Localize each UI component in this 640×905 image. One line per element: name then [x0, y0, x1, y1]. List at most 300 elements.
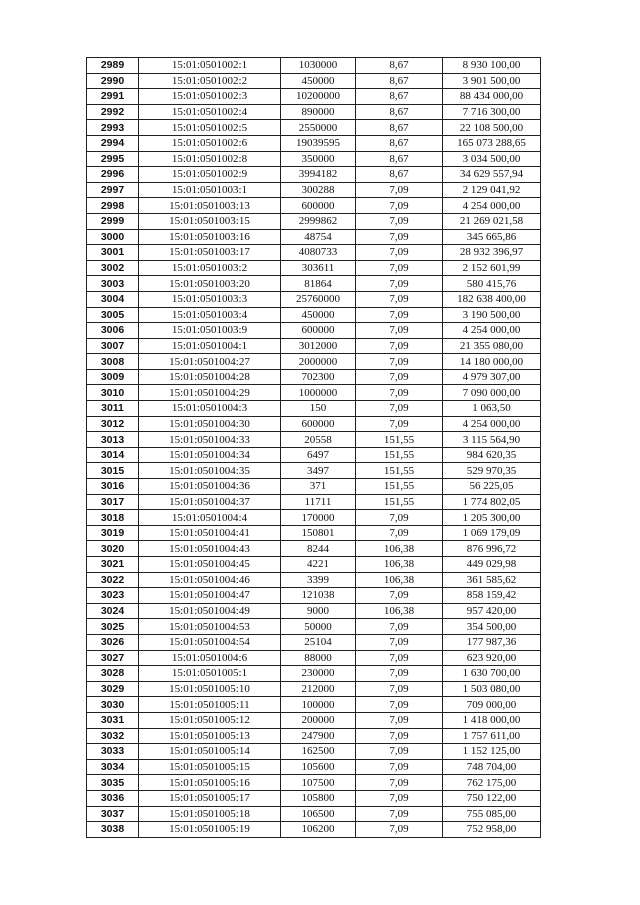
- cadastral-number-cell: 15:01:0501005:19: [139, 822, 281, 838]
- cadastral-number-cell: 15:01:0501002:2: [139, 73, 281, 89]
- area-cell: 247900: [281, 728, 356, 744]
- area-cell: 2550000: [281, 120, 356, 136]
- area-cell: 600000: [281, 198, 356, 214]
- cadastral-value-cell: 14 180 000,00: [443, 354, 541, 370]
- row-number-cell: 3026: [87, 634, 139, 650]
- rate-cell: 8,67: [356, 167, 443, 183]
- table-row: [87, 541, 541, 557]
- cadastral-value-cell: 4 254 000,00: [443, 198, 541, 214]
- cadastral-value-cell: 449 029,98: [443, 557, 541, 573]
- row-number-cell: 2998: [87, 198, 139, 214]
- table-row: [87, 276, 541, 292]
- cadastral-value-cell: 2 129 041,92: [443, 182, 541, 198]
- row-number-cell: 3016: [87, 479, 139, 495]
- area-cell: 450000: [281, 73, 356, 89]
- area-cell: 9000: [281, 603, 356, 619]
- cadastral-number-cell: 15:01:0501002:6: [139, 135, 281, 151]
- table-row: [87, 120, 541, 136]
- row-number-cell: 3037: [87, 806, 139, 822]
- area-cell: 3994182: [281, 167, 356, 183]
- cadastral-number-cell: 15:01:0501004:41: [139, 525, 281, 541]
- cadastral-value-cell: 3 034 500,00: [443, 151, 541, 167]
- area-cell: 230000: [281, 666, 356, 682]
- cadastral-number-cell: 15:01:0501004:34: [139, 447, 281, 463]
- row-number-cell: 3008: [87, 354, 139, 370]
- row-number-cell: 3014: [87, 447, 139, 463]
- area-cell: 2999862: [281, 213, 356, 229]
- area-cell: 106200: [281, 822, 356, 838]
- cadastral-value-cell: 21 269 021,58: [443, 213, 541, 229]
- cadastral-number-cell: 15:01:0501004:33: [139, 432, 281, 448]
- table-row: [87, 135, 541, 151]
- row-number-cell: 2991: [87, 89, 139, 105]
- table-row: [87, 650, 541, 666]
- table-row: [87, 182, 541, 198]
- row-number-cell: 2999: [87, 213, 139, 229]
- area-cell: 100000: [281, 697, 356, 713]
- row-number-cell: 3023: [87, 588, 139, 604]
- row-number-cell: 3032: [87, 728, 139, 744]
- area-cell: 10200000: [281, 89, 356, 105]
- cadastral-value-cell: 8 930 100,00: [443, 58, 541, 74]
- cadastral-number-cell: 15:01:0501004:37: [139, 494, 281, 510]
- table-row: [87, 307, 541, 323]
- cadastral-number-cell: 15:01:0501005:14: [139, 744, 281, 760]
- cadastral-number-cell: 15:01:0501004:45: [139, 557, 281, 573]
- row-number-cell: 3015: [87, 463, 139, 479]
- row-number-cell: 3010: [87, 385, 139, 401]
- rate-cell: 7,09: [356, 198, 443, 214]
- row-number-cell: 2997: [87, 182, 139, 198]
- area-cell: 600000: [281, 323, 356, 339]
- table-row: [87, 588, 541, 604]
- rate-cell: 8,67: [356, 58, 443, 74]
- table-row: [87, 151, 541, 167]
- row-number-cell: 3012: [87, 416, 139, 432]
- row-number-cell: 3002: [87, 260, 139, 276]
- row-number-cell: 3001: [87, 245, 139, 261]
- area-cell: 2000000: [281, 354, 356, 370]
- table-row: [87, 213, 541, 229]
- row-number-cell: 3035: [87, 775, 139, 791]
- rate-cell: 106,38: [356, 603, 443, 619]
- rate-cell: 7,09: [356, 229, 443, 245]
- cadastral-value-cell: 3 901 500,00: [443, 73, 541, 89]
- cadastral-number-cell: 15:01:0501003:4: [139, 307, 281, 323]
- rate-cell: 7,09: [356, 806, 443, 822]
- row-number-cell: 3022: [87, 572, 139, 588]
- cadastral-number-cell: 15:01:0501002:5: [139, 120, 281, 136]
- cadastral-value-cell: 34 629 557,94: [443, 167, 541, 183]
- rate-cell: 106,38: [356, 557, 443, 573]
- table-row: [87, 510, 541, 526]
- cadastral-value-cell: 182 638 400,00: [443, 291, 541, 307]
- table-row: [87, 432, 541, 448]
- rate-cell: 7,09: [356, 588, 443, 604]
- table-row: [87, 58, 541, 74]
- document-page: [86, 57, 541, 838]
- area-cell: 212000: [281, 681, 356, 697]
- area-cell: 107500: [281, 775, 356, 791]
- row-number-cell: 2992: [87, 104, 139, 120]
- cadastral-value-cell: 361 585,62: [443, 572, 541, 588]
- cadastral-number-cell: 15:01:0501005:16: [139, 775, 281, 791]
- cadastral-value-cell: 21 355 080,00: [443, 338, 541, 354]
- area-cell: 6497: [281, 447, 356, 463]
- rate-cell: 7,09: [356, 728, 443, 744]
- area-cell: 20558: [281, 432, 356, 448]
- cadastral-value-cell: 56 225,05: [443, 479, 541, 495]
- cadastral-number-cell: 15:01:0501005:11: [139, 697, 281, 713]
- row-number-cell: 3024: [87, 603, 139, 619]
- area-cell: 3399: [281, 572, 356, 588]
- table-row: [87, 634, 541, 650]
- rate-cell: 151,55: [356, 432, 443, 448]
- cadastral-value-cell: 1 205 300,00: [443, 510, 541, 526]
- cadastral-value-cell: 22 108 500,00: [443, 120, 541, 136]
- rate-cell: 151,55: [356, 447, 443, 463]
- row-number-cell: 3027: [87, 650, 139, 666]
- area-cell: 890000: [281, 104, 356, 120]
- cadastral-value-cell: 354 500,00: [443, 619, 541, 635]
- area-cell: 170000: [281, 510, 356, 526]
- rate-cell: 7,09: [356, 385, 443, 401]
- row-number-cell: 3031: [87, 712, 139, 728]
- cadastral-number-cell: 15:01:0501003:13: [139, 198, 281, 214]
- rate-cell: 7,09: [356, 276, 443, 292]
- row-number-cell: 3025: [87, 619, 139, 635]
- row-number-cell: 3030: [87, 697, 139, 713]
- area-cell: 600000: [281, 416, 356, 432]
- table-row: [87, 697, 541, 713]
- cadastral-value-cell: 165 073 288,65: [443, 135, 541, 151]
- cadastral-number-cell: 15:01:0501004:36: [139, 479, 281, 495]
- row-number-cell: 2996: [87, 167, 139, 183]
- row-number-cell: 2990: [87, 73, 139, 89]
- row-number-cell: 3018: [87, 510, 139, 526]
- rate-cell: 7,09: [356, 245, 443, 261]
- area-cell: 50000: [281, 619, 356, 635]
- cadastral-number-cell: 15:01:0501004:46: [139, 572, 281, 588]
- rate-cell: 151,55: [356, 463, 443, 479]
- area-cell: 81864: [281, 276, 356, 292]
- rate-cell: 7,09: [356, 323, 443, 339]
- cadastral-value-cell: 1 152 125,00: [443, 744, 541, 760]
- cadastral-value-cell: 957 420,00: [443, 603, 541, 619]
- row-number-cell: 3033: [87, 744, 139, 760]
- rate-cell: 7,09: [356, 291, 443, 307]
- row-number-cell: 3003: [87, 276, 139, 292]
- row-number-cell: 3019: [87, 525, 139, 541]
- area-cell: 48754: [281, 229, 356, 245]
- cadastral-value-cell: 748 704,00: [443, 759, 541, 775]
- cadastral-number-cell: 15:01:0501003:2: [139, 260, 281, 276]
- cadastral-value-cell: 4 254 000,00: [443, 323, 541, 339]
- cadastral-number-cell: 15:01:0501004:6: [139, 650, 281, 666]
- area-cell: 8244: [281, 541, 356, 557]
- table-row: [87, 822, 541, 838]
- row-number-cell: 3013: [87, 432, 139, 448]
- rate-cell: 7,09: [356, 354, 443, 370]
- table-row: [87, 323, 541, 339]
- cadastral-value-cell: 762 175,00: [443, 775, 541, 791]
- row-number-cell: 3036: [87, 790, 139, 806]
- table-row: [87, 447, 541, 463]
- cadastral-number-cell: 15:01:0501004:29: [139, 385, 281, 401]
- cadastral-value-cell: 88 434 000,00: [443, 89, 541, 105]
- area-cell: 25104: [281, 634, 356, 650]
- row-number-cell: 3021: [87, 557, 139, 573]
- table-row: [87, 385, 541, 401]
- area-cell: 105600: [281, 759, 356, 775]
- table-row: [87, 338, 541, 354]
- row-number-cell: 3029: [87, 681, 139, 697]
- rate-cell: 7,09: [356, 775, 443, 791]
- row-number-cell: 3020: [87, 541, 139, 557]
- cadastral-value-cell: 984 620,35: [443, 447, 541, 463]
- area-cell: 3497: [281, 463, 356, 479]
- rate-cell: 7,09: [356, 744, 443, 760]
- area-cell: 25760000: [281, 291, 356, 307]
- cadastral-number-cell: 15:01:0501003:9: [139, 323, 281, 339]
- area-cell: 88000: [281, 650, 356, 666]
- table-row: [87, 354, 541, 370]
- rate-cell: 8,67: [356, 104, 443, 120]
- cadastral-number-cell: 15:01:0501002:4: [139, 104, 281, 120]
- area-cell: 371: [281, 479, 356, 495]
- rate-cell: 151,55: [356, 494, 443, 510]
- rate-cell: 106,38: [356, 541, 443, 557]
- table-row: [87, 89, 541, 105]
- row-number-cell: 3009: [87, 369, 139, 385]
- table-row: [87, 167, 541, 183]
- cadastral-value-cell: 1 774 802,05: [443, 494, 541, 510]
- cadastral-number-cell: 15:01:0501004:47: [139, 588, 281, 604]
- rate-cell: 7,09: [356, 666, 443, 682]
- table-row: [87, 245, 541, 261]
- area-cell: 303611: [281, 260, 356, 276]
- cadastral-number-cell: 15:01:0501004:3: [139, 401, 281, 417]
- cadastral-number-cell: 15:01:0501004:27: [139, 354, 281, 370]
- table-row: [87, 229, 541, 245]
- table-row: [87, 557, 541, 573]
- table-row: [87, 463, 541, 479]
- row-number-cell: 3000: [87, 229, 139, 245]
- area-cell: 350000: [281, 151, 356, 167]
- rate-cell: 7,09: [356, 307, 443, 323]
- row-number-cell: 3006: [87, 323, 139, 339]
- rate-cell: 7,09: [356, 401, 443, 417]
- cadastral-value-cell: 4 979 307,00: [443, 369, 541, 385]
- cadastral-value-cell: 529 970,35: [443, 463, 541, 479]
- area-cell: 162500: [281, 744, 356, 760]
- cadastral-number-cell: 15:01:0501002:8: [139, 151, 281, 167]
- area-cell: 121038: [281, 588, 356, 604]
- rate-cell: 7,09: [356, 712, 443, 728]
- area-cell: 3012000: [281, 338, 356, 354]
- rate-cell: 8,67: [356, 120, 443, 136]
- table-row: [87, 198, 541, 214]
- row-number-cell: 3017: [87, 494, 139, 510]
- cadastral-number-cell: 15:01:0501002:9: [139, 167, 281, 183]
- row-number-cell: 2995: [87, 151, 139, 167]
- table-body: [87, 58, 541, 838]
- row-number-cell: 3005: [87, 307, 139, 323]
- area-cell: 150801: [281, 525, 356, 541]
- table-row: [87, 73, 541, 89]
- cadastral-value-cell: 2 152 601,99: [443, 260, 541, 276]
- cadastral-number-cell: 15:01:0501005:17: [139, 790, 281, 806]
- rate-cell: 7,09: [356, 650, 443, 666]
- rate-cell: 7,09: [356, 681, 443, 697]
- cadastral-value-cell: 709 000,00: [443, 697, 541, 713]
- rate-cell: 8,67: [356, 89, 443, 105]
- cadastral-number-cell: 15:01:0501003:20: [139, 276, 281, 292]
- rate-cell: 7,09: [356, 697, 443, 713]
- cadastral-value-cell: 7 716 300,00: [443, 104, 541, 120]
- cadastral-number-cell: 15:01:0501005:10: [139, 681, 281, 697]
- cadastral-value-cell: 345 665,86: [443, 229, 541, 245]
- area-cell: 200000: [281, 712, 356, 728]
- row-number-cell: 2993: [87, 120, 139, 136]
- rate-cell: 8,67: [356, 135, 443, 151]
- area-cell: 150: [281, 401, 356, 417]
- rate-cell: 8,67: [356, 73, 443, 89]
- cadastral-number-cell: 15:01:0501004:54: [139, 634, 281, 650]
- cadastral-value-cell: 580 415,76: [443, 276, 541, 292]
- table-row: [87, 775, 541, 791]
- cadastral-value-cell: 177 987,36: [443, 634, 541, 650]
- area-cell: 702300: [281, 369, 356, 385]
- table-row: [87, 681, 541, 697]
- area-cell: 106500: [281, 806, 356, 822]
- rate-cell: 7,09: [356, 338, 443, 354]
- cadastral-value-cell: 876 996,72: [443, 541, 541, 557]
- cadastral-number-cell: 15:01:0501005:15: [139, 759, 281, 775]
- row-number-cell: 3007: [87, 338, 139, 354]
- table-row: [87, 806, 541, 822]
- table-row: [87, 479, 541, 495]
- row-number-cell: 3034: [87, 759, 139, 775]
- rate-cell: 7,09: [356, 619, 443, 635]
- cadastral-value-cell: 752 958,00: [443, 822, 541, 838]
- cadastral-number-cell: 15:01:0501004:35: [139, 463, 281, 479]
- cadastral-value-cell: 4 254 000,00: [443, 416, 541, 432]
- cadastral-value-cell: 28 932 396,97: [443, 245, 541, 261]
- row-number-cell: 2994: [87, 135, 139, 151]
- area-cell: 300288: [281, 182, 356, 198]
- rate-cell: 7,09: [356, 822, 443, 838]
- cadastral-number-cell: 15:01:0501003:17: [139, 245, 281, 261]
- rate-cell: 8,67: [356, 151, 443, 167]
- area-cell: 105800: [281, 790, 356, 806]
- table-row: [87, 260, 541, 276]
- table-row: [87, 619, 541, 635]
- cadastral-number-cell: 15:01:0501003:3: [139, 291, 281, 307]
- cadastral-value-cell: 7 090 000,00: [443, 385, 541, 401]
- rate-cell: 7,09: [356, 260, 443, 276]
- cadastral-value-cell: 750 122,00: [443, 790, 541, 806]
- cadastral-number-cell: 15:01:0501005:18: [139, 806, 281, 822]
- table-row: [87, 728, 541, 744]
- rate-cell: 7,09: [356, 525, 443, 541]
- table-row: [87, 744, 541, 760]
- area-cell: 450000: [281, 307, 356, 323]
- area-cell: 1000000: [281, 385, 356, 401]
- area-cell: 11711: [281, 494, 356, 510]
- cadastral-value-cell: 858 159,42: [443, 588, 541, 604]
- table-row: [87, 712, 541, 728]
- cadastral-value-cell: 3 190 500,00: [443, 307, 541, 323]
- table-row: [87, 104, 541, 120]
- cadastral-number-cell: 15:01:0501004:49: [139, 603, 281, 619]
- cadastral-number-cell: 15:01:0501004:53: [139, 619, 281, 635]
- table-row: [87, 572, 541, 588]
- rate-cell: 7,09: [356, 182, 443, 198]
- cadastral-number-cell: 15:01:0501004:30: [139, 416, 281, 432]
- cadastral-value-cell: 1 069 179,09: [443, 525, 541, 541]
- rate-cell: 7,09: [356, 416, 443, 432]
- cadastral-value-cell: 1 063,50: [443, 401, 541, 417]
- cadastral-number-cell: 15:01:0501003:1: [139, 182, 281, 198]
- cadastral-number-cell: 15:01:0501004:28: [139, 369, 281, 385]
- cadastral-number-cell: 15:01:0501004:43: [139, 541, 281, 557]
- rate-cell: 7,09: [356, 759, 443, 775]
- cadastral-value-cell: 755 085,00: [443, 806, 541, 822]
- cadastral-number-cell: 15:01:0501004:1: [139, 338, 281, 354]
- cadastral-value-cell: 1 630 700,00: [443, 666, 541, 682]
- table-row: [87, 291, 541, 307]
- row-number-cell: 3028: [87, 666, 139, 682]
- cadastral-number-cell: 15:01:0501005:13: [139, 728, 281, 744]
- cadastral-number-cell: 15:01:0501002:1: [139, 58, 281, 74]
- cadastral-value-cell: 3 115 564,90: [443, 432, 541, 448]
- table-row: [87, 759, 541, 775]
- area-cell: 1030000: [281, 58, 356, 74]
- cadastral-number-cell: 15:01:0501003:16: [139, 229, 281, 245]
- cadastral-value-table: [86, 57, 541, 838]
- cadastral-number-cell: 15:01:0501003:15: [139, 213, 281, 229]
- rate-cell: 106,38: [356, 572, 443, 588]
- row-number-cell: 3011: [87, 401, 139, 417]
- cadastral-value-cell: 623 920,00: [443, 650, 541, 666]
- cadastral-number-cell: 15:01:0501005:12: [139, 712, 281, 728]
- rate-cell: 7,09: [356, 510, 443, 526]
- area-cell: 4221: [281, 557, 356, 573]
- rate-cell: 151,55: [356, 479, 443, 495]
- rate-cell: 7,09: [356, 213, 443, 229]
- rate-cell: 7,09: [356, 634, 443, 650]
- table-row: [87, 369, 541, 385]
- row-number-cell: 3038: [87, 822, 139, 838]
- rate-cell: 7,09: [356, 369, 443, 385]
- area-cell: 4080733: [281, 245, 356, 261]
- area-cell: 19039595: [281, 135, 356, 151]
- cadastral-number-cell: 15:01:0501004:4: [139, 510, 281, 526]
- table-row: [87, 401, 541, 417]
- cadastral-value-cell: 1 757 611,00: [443, 728, 541, 744]
- cadastral-number-cell: 15:01:0501005:1: [139, 666, 281, 682]
- row-number-cell: 3004: [87, 291, 139, 307]
- rate-cell: 7,09: [356, 790, 443, 806]
- cadastral-number-cell: 15:01:0501002:3: [139, 89, 281, 105]
- table-row: [87, 603, 541, 619]
- table-row: [87, 666, 541, 682]
- table-row: [87, 416, 541, 432]
- cadastral-value-cell: 1 503 080,00: [443, 681, 541, 697]
- table-row: [87, 494, 541, 510]
- cadastral-value-cell: 1 418 000,00: [443, 712, 541, 728]
